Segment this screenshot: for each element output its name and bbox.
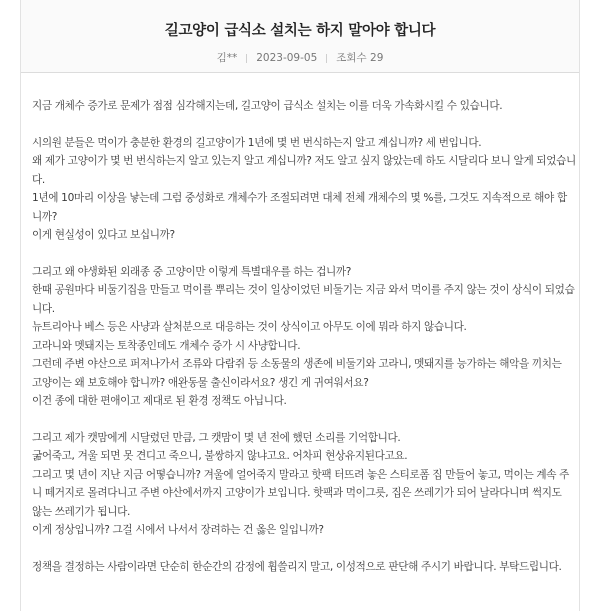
body-line: 고라니와 멧돼지는 토착종인데도 개체수 증가 시 사냥합니다. xyxy=(32,339,301,352)
body-line: 그리고 왜 야생화된 외래종 중 고양이만 이렇게 특별대우를 하는 겁니까? xyxy=(32,265,352,278)
paragraph-5 xyxy=(32,558,572,577)
post-container xyxy=(20,0,580,611)
body-line: 그리고 제가 캣맘에게 시달렸던 만큼, 그 캣맘이 몇 년 전에 했던 소리를 기억합니다. xyxy=(32,431,401,444)
meta-divider xyxy=(246,54,247,63)
post-author: 김** xyxy=(216,52,238,64)
post-meta xyxy=(21,50,579,65)
paragraph-4 xyxy=(32,429,572,540)
paragraph-2 xyxy=(32,134,576,245)
post-body xyxy=(32,97,576,594)
body-line: 이건 종에 대한 편애이고 제대로 된 환경 정책도 아닙니다. xyxy=(32,395,287,407)
body-line: 니다. xyxy=(32,302,55,315)
body-line: 한때 공원마다 비둘기집을 만들고 먹이를 뿌리는 것이 일상이었던 비둘기는 지금 와서 먹이를 주지 않는 것이 상식이 되었습 xyxy=(32,284,575,296)
body-line: 지금 개체수 증가로 문제가 점점 심각해지는데, 길고양이 급식소 설치는 이를 더욱 가속화시킬 수 있습니다. xyxy=(32,100,503,112)
post-title: 길고양이 급식소 설치는 하지 말아야 합니다 xyxy=(164,23,436,39)
body-line: 시의원 분들은 먹이가 충분한 환경의 길고양이가 1년에 몇 번 번식하는지 알고 계십니까? 세 번입니다. xyxy=(32,136,482,149)
body-line: 정책을 결정하는 사람이라면 단순히 한순간의 감정에 휩쓸리지 말고, 이성적으로 판단해 주시기 바랍니다. 부탁드립니다. xyxy=(32,560,562,573)
body-line: 다. xyxy=(32,173,45,186)
post-date: 2023-09-05 xyxy=(256,52,318,64)
body-line: 왜 제가 고양이가 몇 번 번식하는지 알고 있는지 알고 계십니까? 저도 알고 싶지 않았는데 하도 시달리다 보니 알게 되었습니 xyxy=(32,155,576,167)
body-line: 니까? xyxy=(32,210,58,223)
post-views: 조회수 29 xyxy=(336,52,384,64)
paragraph-3 xyxy=(32,263,575,411)
body-line: 굶어죽고, 겨울 되면 못 견디고 죽으니, 불쌍하지 않냐고요. 어차피 현상유지된다고요. xyxy=(32,450,408,462)
post-header xyxy=(21,0,579,73)
body-line: 니 떼거지로 몰려다니고 주변 야산에서까지 고양이가 보입니다. 핫팩과 먹이그릇, 집은 쓰레기가 되어 날라다니며 썩지도 xyxy=(32,487,562,499)
body-line: 뉴트리아나 베스 등은 사냥과 살처분으로 대응하는 것이 상식이고 아무도 이에 뭐라 하지 않습니다. xyxy=(32,321,467,333)
body-line: 1년에 10마리 이상을 낳는데 그럼 중성화로 개체수가 조절되려면 대체 전체 개체수의 몇 %를, 그것도 지속적으로 해야 합 xyxy=(32,192,567,204)
body-line: 고양이는 왜 보호해야 합니까? 애완동물 출신이라서요? 생긴 게 귀여워서요? xyxy=(32,376,369,389)
body-line: 않는 쓰레기가 됩니다. xyxy=(32,505,131,518)
body-line: 그리고 몇 년이 지난 지금 어떻습니까? 겨울에 얼어죽지 말라고 핫팩 터뜨려 놓은 스티로폼 집 만들어 놓고, 먹이는 계속 주 xyxy=(32,468,570,481)
body-line: 이게 현실성이 있다고 보십니까? xyxy=(32,229,175,241)
body-line: 그런데 주변 야산으로 퍼져나가서 조류와 다람쥐 등 소동물의 생존에 비둘기와 고라니, 멧돼지를 능가하는 해악을 끼치는 xyxy=(32,358,562,370)
body-line: 이게 정상입니까? 그걸 시에서 나서서 장려하는 건 옳은 일입니까? xyxy=(32,524,324,536)
meta-divider xyxy=(326,54,327,63)
paragraph-1 xyxy=(32,97,572,116)
